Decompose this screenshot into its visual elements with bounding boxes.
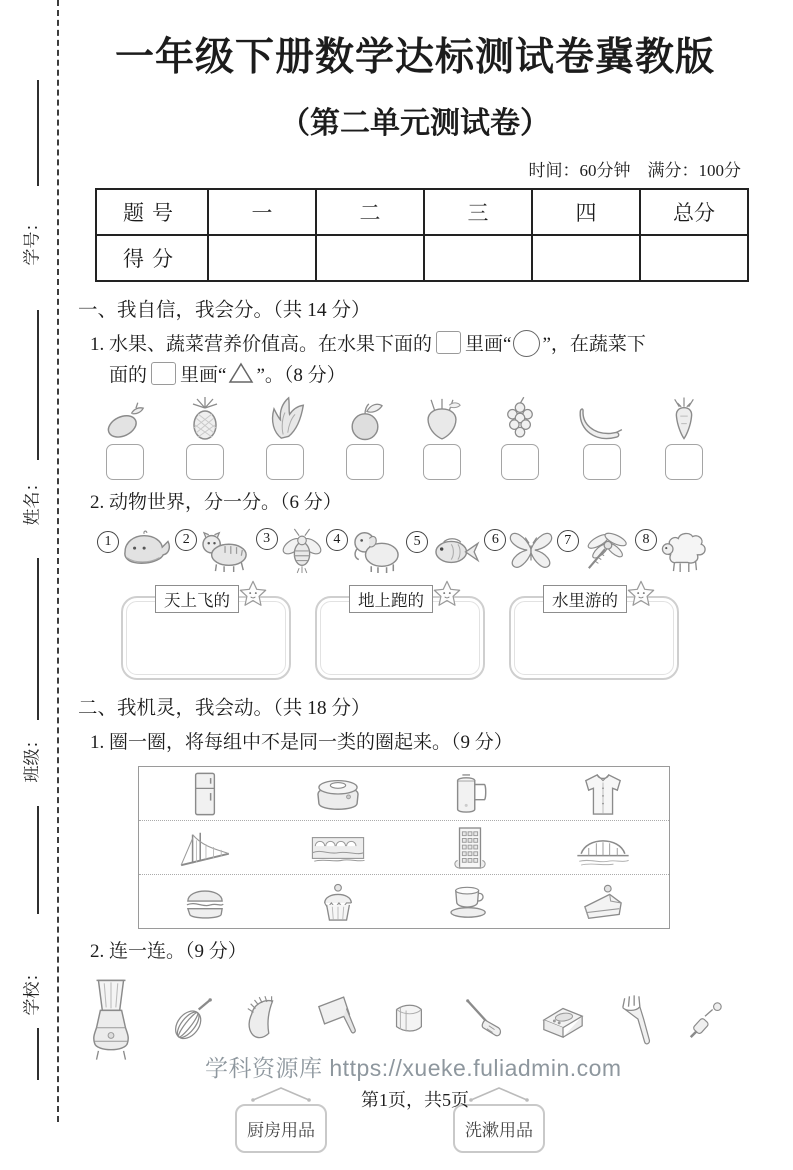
eggplant-icon	[103, 399, 147, 441]
blank-square-icon	[436, 331, 461, 354]
margin-blank-line	[37, 558, 39, 720]
cleaver-icon	[315, 993, 357, 1047]
class-label: 班级：	[22, 731, 42, 783]
circled-number: 7	[557, 530, 579, 552]
answer-box	[423, 444, 461, 480]
star-icon	[626, 579, 656, 609]
banana-icon	[578, 405, 626, 441]
star-icon	[238, 579, 268, 609]
animal-item	[97, 529, 173, 571]
question-text: 里画“	[180, 365, 227, 386]
margin-blank-line	[37, 1028, 39, 1080]
question-1-2-text: 2. 动物世界，分一分。（6 分）	[90, 492, 342, 513]
apple-icon	[346, 399, 384, 441]
fruit-cell	[346, 399, 384, 480]
answer-box	[266, 444, 304, 480]
animal-item	[406, 529, 482, 571]
animal-row	[97, 526, 709, 574]
margin-blank-line	[37, 80, 39, 186]
blank-square-icon	[151, 362, 176, 385]
fish-icon	[430, 529, 482, 571]
fruit-cell	[263, 395, 307, 480]
binding-dashed-line	[57, 0, 59, 1122]
circled-number: 4	[326, 529, 348, 551]
fruit-cell	[186, 395, 224, 480]
score-table-header-cell: 三	[424, 189, 532, 235]
answer-box	[346, 444, 384, 480]
circled-number: 2	[175, 529, 197, 551]
circle-the-odd-one-grid	[138, 766, 670, 929]
animal-item	[635, 527, 709, 573]
comb-icon	[244, 993, 284, 1047]
answer-box	[583, 444, 621, 480]
circled-number: 5	[406, 531, 428, 553]
cake-slice-icon	[579, 881, 627, 923]
suspension-bridge-icon	[177, 827, 233, 869]
student-id-label: 学号：	[22, 214, 42, 266]
toothbrush-icon	[685, 997, 725, 1043]
tiger-icon	[199, 527, 253, 573]
score-value-cell	[208, 235, 316, 281]
category-label: 天上飞的	[164, 591, 230, 610]
grid-row-appliances	[139, 767, 669, 820]
fork-icon	[619, 992, 655, 1048]
question-text: 里画“	[465, 334, 512, 355]
category-box-land	[315, 591, 485, 680]
page-title: 一年级下册数学达标测试卷冀教版	[114, 36, 715, 79]
circled-number: 8	[635, 529, 657, 551]
grid-row-bridges	[139, 820, 669, 874]
building-icon	[450, 824, 490, 872]
score-table-header-cell: 总分	[640, 189, 748, 235]
margin-blank-line	[37, 806, 39, 914]
blender-icon	[83, 976, 139, 1064]
answer-box	[186, 444, 224, 480]
radish-icon	[422, 395, 462, 441]
page-subtitle: （第二单元测试卷）	[280, 107, 550, 140]
arch-bridge-icon	[575, 829, 631, 867]
triangle-shape-icon	[228, 362, 254, 384]
score-table-header-cell: 二	[316, 189, 424, 235]
category-box-water	[509, 591, 679, 680]
chinese-cabbage-icon	[263, 395, 307, 441]
category-tab	[543, 585, 627, 613]
whale-icon	[121, 529, 173, 571]
bee-icon	[280, 526, 324, 574]
sheep-icon	[659, 527, 709, 573]
question-2-2-text: 2. 连一连。（9 分）	[90, 941, 247, 962]
score-table-header-cell: 四	[532, 189, 640, 235]
dragonfly-icon	[581, 528, 633, 572]
animal-item	[175, 527, 253, 573]
score-value-cell	[640, 235, 748, 281]
circle-shape-icon	[513, 330, 540, 357]
watermark-text: 学科资源库 https://xueke.fuliadmin.com	[205, 1055, 622, 1081]
time-score-info: 时间：60分钟 满分：100分	[528, 161, 741, 180]
score-table	[95, 188, 749, 282]
score-table-score-row	[96, 235, 748, 281]
category-tab	[155, 585, 239, 613]
category-tab	[349, 585, 433, 613]
sign-label: 厨房用品	[235, 1104, 327, 1153]
school-label: 学校：	[22, 964, 42, 1016]
answer-box	[501, 444, 539, 480]
star-icon	[432, 579, 462, 609]
score-table-header-cell: 题号	[96, 189, 208, 235]
score-value-cell	[424, 235, 532, 281]
teacup-icon	[446, 883, 494, 921]
question-text: 1. 水果、蔬菜营养价值高。在水果下面的	[90, 334, 433, 355]
question-text: ”，在蔬菜下	[542, 334, 646, 355]
main-content	[75, 0, 755, 1170]
category-label: 水里游的	[552, 591, 618, 610]
fruit-cell	[578, 405, 626, 480]
margin-blank-line	[37, 310, 39, 460]
circled-number: 3	[256, 528, 278, 550]
pineapple-icon	[188, 395, 222, 441]
animal-item	[256, 526, 324, 574]
animal-item	[557, 528, 633, 572]
category-label: 地上跑的	[358, 591, 424, 610]
grapes-icon	[503, 395, 537, 441]
answer-box	[106, 444, 144, 480]
answer-box	[665, 444, 703, 480]
fruit-cell	[103, 399, 147, 480]
refrigerator-icon	[190, 770, 220, 818]
category-box-flying	[121, 591, 291, 680]
score-value-cell	[532, 235, 640, 281]
question-2-1-text: 1. 圈一圈，将每组中不是同一类的圈起来。（9 分）	[90, 732, 513, 753]
butterfly-icon	[508, 527, 554, 573]
grid-row-foods	[139, 874, 669, 928]
animal-item	[326, 527, 404, 573]
circled-number: 6	[484, 529, 506, 551]
section-one-heading: 一、我自信，我会分。（共 14 分）	[78, 300, 371, 321]
spatula-icon	[460, 995, 508, 1045]
shirt-icon	[581, 771, 625, 817]
whisk-icon	[170, 994, 214, 1046]
score-value-cell	[316, 235, 424, 281]
animal-item	[484, 527, 554, 573]
section-two-heading: 二、我机灵，我会动。（共 18 分）	[78, 698, 371, 719]
fruit-cell	[501, 395, 539, 480]
sign-label: 洗漱用品	[453, 1104, 545, 1153]
page-number: 第1页，共5页	[361, 1090, 469, 1110]
fruit-vegetable-row	[103, 395, 703, 480]
soap-box-icon	[538, 997, 588, 1043]
question-line	[90, 329, 755, 360]
question-1-1-text	[90, 329, 755, 391]
score-table-header-row	[96, 189, 748, 235]
elephant-icon	[350, 527, 404, 573]
cupcake-icon	[319, 880, 357, 924]
score-label-cell: 得分	[96, 235, 208, 281]
question-text: ”。（8 分）	[256, 365, 346, 386]
rice-cooker-icon	[312, 773, 364, 815]
carrot-icon	[670, 395, 698, 441]
circled-number: 1	[97, 531, 119, 553]
question-line	[90, 360, 755, 391]
score-table-header-cell: 一	[208, 189, 316, 235]
towel-icon	[387, 998, 429, 1042]
electric-kettle-icon	[450, 771, 490, 817]
fruit-cell	[422, 395, 462, 480]
question-text: 面的	[109, 365, 148, 386]
hamburger-icon	[182, 882, 228, 922]
student-name-label: 姓名：	[22, 474, 42, 526]
category-box-row	[121, 591, 755, 680]
stone-arch-bridge-icon	[309, 830, 367, 866]
fruit-cell	[665, 395, 703, 480]
